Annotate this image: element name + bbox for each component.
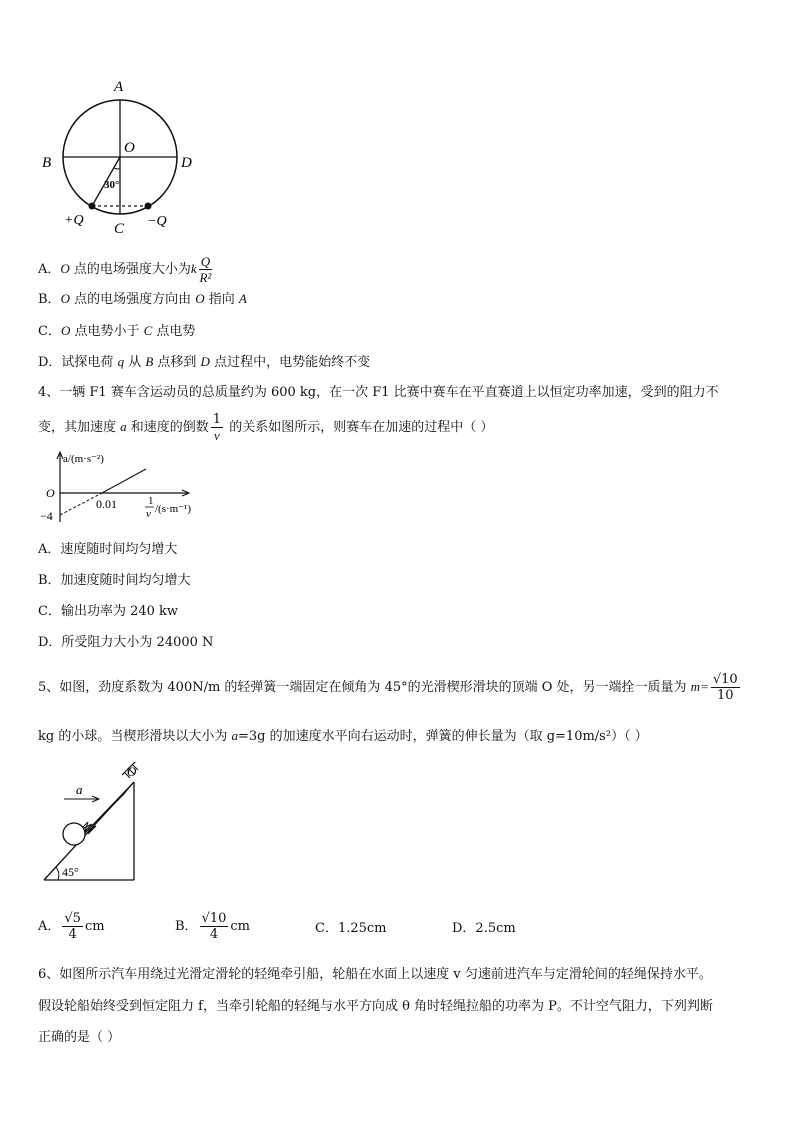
- wedge-spring-figure: [38, 762, 148, 887]
- q3-option-c: C．O 点电势小于 C 点电势: [38, 323, 196, 339]
- wedge-label-angle: 45°: [62, 865, 79, 879]
- q6-stem-line1: 6、如图所示汽车用绕过光滑定滑轮的轻绳牵引船，轮船在水面上以速度 v 匀速前进汽车与定滑轮间的轻绳保持水平。: [38, 967, 712, 982]
- q4-stem-line1: 4、一辆 F1 赛车含运动员的总质量约为 600 kg，在一次 F1 比赛中赛车在平直赛道上以恒定功率加速，受到的阻力不: [38, 385, 719, 400]
- q5-stem-line2: kg 的小球。当楔形滑块以大小为 a=3g 的加速度水平向右运动时，弹簧的伸长量为（取 g=10m/s²）（ ）: [38, 728, 648, 744]
- q6-stem-line2: 假设轮船始终受到恒定阻力 f，当牵引轮船的轻绳与水平方向成 θ 角时轻绳拉船的功率为 P。不计空气阻力，下列判断: [38, 999, 713, 1014]
- wedge-label-O: O: [127, 764, 137, 779]
- label-O: O: [124, 140, 135, 156]
- q4-option-a: A．速度随时间均匀增大: [38, 542, 178, 557]
- graph-y-label: a/(m·s⁻²): [63, 453, 104, 465]
- label-minus-q: −Q: [147, 214, 167, 229]
- q4-option-b: B．加速度随时间均匀增大: [38, 573, 191, 588]
- graph-x-label-den: v: [146, 508, 151, 520]
- q5-option-a: A． $\frac{√5}{4}$ cm: [38, 911, 105, 942]
- label-B: B: [42, 155, 52, 171]
- graph-origin: O: [46, 486, 55, 500]
- q4-option-d: D．所受阻力大小为 24000 N: [38, 635, 214, 650]
- wedge-label-a: a: [76, 782, 83, 797]
- q5-option-b: B． $\frac{√10}{4}$ cm: [175, 911, 250, 942]
- graph-x-value: 0.01: [96, 497, 117, 511]
- graph-y-value: −4: [40, 509, 53, 523]
- q3-option-d: D．试探电荷 q 从 B 点移到 D 点过程中，电势能始终不变: [38, 354, 371, 370]
- label-angle-30: 30°: [104, 179, 120, 191]
- circle-charge-figure: [30, 75, 210, 240]
- graph-x-label-unit: /(s·m⁻¹): [155, 503, 191, 515]
- q5-stem-line1: 5、如图，劲度系数为 400N/m 的轻弹簧一端固定在倾角为 45°的光滑楔形滑块的顶端 O 处，另一端拴一质量为 m= $\frac{√10}{10}$: [38, 672, 738, 703]
- label-plus-q: +Q: [64, 213, 84, 228]
- q4-stem-line2: 变，其加速度 a 和速度的倒数 $\frac{1}{v}$ 的关系如图所示，则赛车在加速的过程中（ ）: [38, 412, 494, 443]
- label-A: A: [114, 79, 124, 95]
- q6-stem-line3: 正确的是（ ）: [38, 1030, 121, 1045]
- q3-option-a: A．O 点的电场强度大小为k $\frac{Q}{\text{R²}}$: [38, 254, 212, 285]
- label-D: D: [181, 155, 192, 171]
- q5-option-c: C．1.25cm: [315, 921, 387, 936]
- q5-option-d: D．2.5cm: [452, 921, 516, 936]
- acceleration-graph: [36, 450, 216, 528]
- q4-option-c: C．输出功率为 240 kw: [38, 604, 179, 619]
- q3-option-a-fraction: $\frac{Q}{\text{R²}}$: [199, 254, 212, 285]
- graph-x-label-num: 1: [148, 495, 154, 507]
- label-C: C: [114, 221, 125, 237]
- q3-option-b: B．O 点的电场强度方向由 O 指向 A: [38, 291, 247, 307]
